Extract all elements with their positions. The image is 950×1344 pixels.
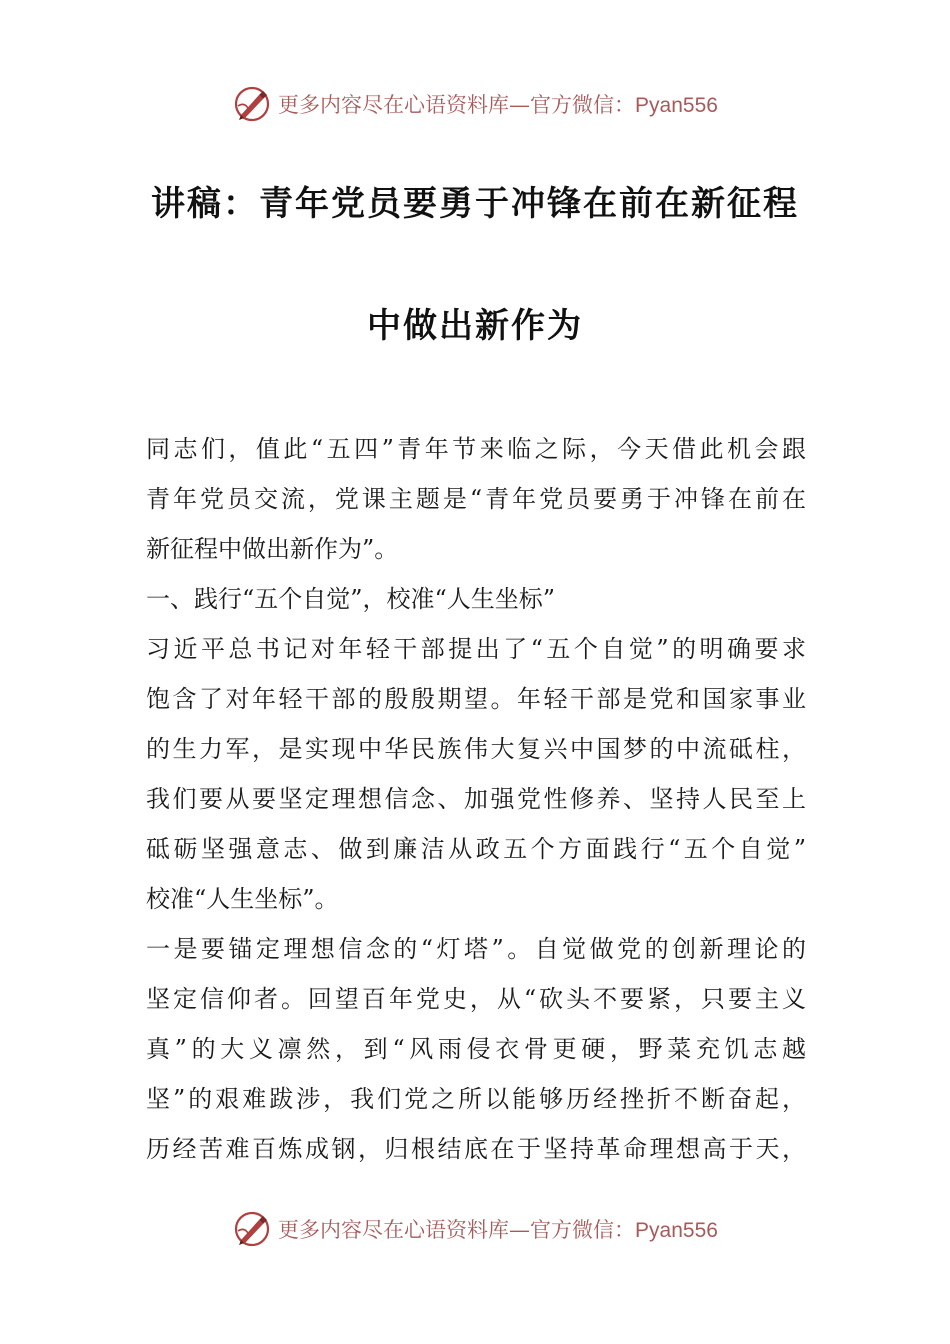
body-line: 饱含了对年轻干部的殷殷期望。年轻干部是党和国家事业 [146,685,806,713]
body-line: 坚”的艰难跋涉，我们党之所以能够历经挫折不断奋起， [146,1085,806,1113]
body-line: 我们要从要坚定理想信念、加强党性修养、坚持人民至上 [146,785,806,813]
wechat-id: Pyan556 [635,1219,718,1242]
body-line: 砥砺坚强意志、做到廉洁从政五个方面践行“五个自觉” [146,835,806,863]
pen-logo-icon [232,84,272,124]
body-line: 青年党员交流，党课主题是“青年党员要勇于冲锋在前在 [146,485,806,513]
watermark-banner-top [0,82,950,126]
body-line: 新征程中做出新作为”。 [146,535,399,563]
document-title-line-1: 讲稿：青年党员要勇于冲锋在前在新征程 [151,184,799,224]
watermark-text-bottom: 更多内容尽在心语资料库—官方微信：Pyan556 [278,1218,718,1242]
document-title-line-2: 中做出新作为 [367,306,583,346]
body-line: 一是要锚定理想信念的“灯塔”。自觉做党的创新理论的 [146,935,806,963]
document-body [146,424,806,1174]
wechat-id: Pyan556 [635,94,718,117]
pen-logo-icon [232,1209,272,1249]
body-line: 坚定信仰者。回望百年党史，从“砍头不要紧，只要主义 [146,985,806,1013]
body-line: 校准“人生坐标”。 [146,885,339,913]
body-line: 的生力军，是实现中华民族伟大复兴中国梦的中流砥柱， [146,735,806,763]
body-line: 真”的大义凛然，到“风雨侵衣骨更硬，野菜充饥志越 [146,1035,806,1063]
body-line: 历经苦难百炼成钢，归根结底在于坚持革命理想高于天， [146,1135,806,1163]
body-line: 同志们，值此“五四”青年节来临之际，今天借此机会跟 [146,435,806,463]
body-line: 习近平总书记对年轻干部提出了“五个自觉”的明确要求 [146,635,806,663]
watermark-banner-bottom [0,1207,950,1251]
watermark-text-top: 更多内容尽在心语资料库—官方微信：Pyan556 [278,93,718,117]
section-heading: 一、践行“五个自觉”，校准“人生坐标” [146,585,556,613]
